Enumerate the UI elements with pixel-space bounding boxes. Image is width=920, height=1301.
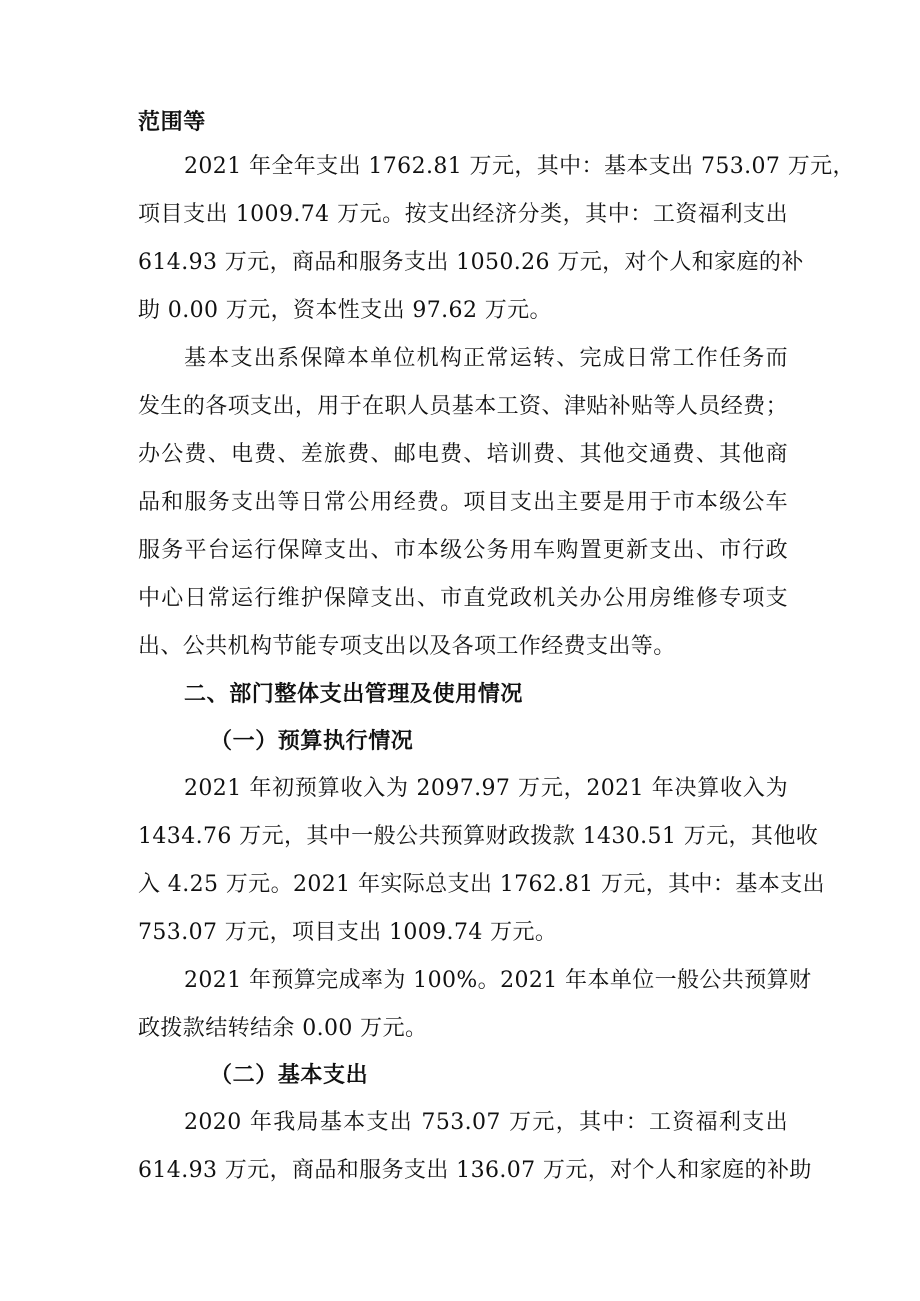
paragraph-line: 入 4.25 万元。2021 年实际总支出 1762.81 万元，其中：基本支出	[138, 872, 825, 897]
paragraph-line: 1434.76 万元，其中一般公共预算财政拨款 1430.51 万元，其他收	[138, 824, 819, 849]
paragraph-line: 品和服务支出等日常公用经费。项目支出主要是用于市本级公车	[138, 490, 788, 515]
paragraph-line: 614.93 万元，商品和服务支出 1050.26 万元，对个人和家庭的补	[138, 250, 804, 275]
paragraph-line: 753.07 万元，项目支出 1009.74 万元。	[138, 920, 558, 945]
paragraph-line: 助 0.00 万元，资本性支出 97.62 万元。	[138, 298, 552, 323]
paragraph-line: 2021 年全年支出 1762.81 万元，其中：基本支出 753.07 万元，	[184, 154, 855, 179]
paragraph-line: 基本支出系保障本单位机构正常运转、完成日常工作任务而	[184, 346, 788, 371]
paragraph-line: 2021 年预算完成率为 100%。2021 年本单位一般公共预算财	[184, 968, 812, 993]
paragraph-line: 出、公共机构节能专项支出以及各项工作经费支出等。	[138, 634, 676, 659]
paragraph-line: 办公费、电费、差旅费、邮电费、培训费、其他交通费、其他商	[138, 442, 788, 467]
paragraph-line: 服务平台运行保障支出、市本级公务用车购置更新支出、市行政	[138, 538, 788, 563]
paragraph-line: 项目支出 1009.74 万元。按支出经济分类，其中：工资福利支出	[138, 202, 788, 227]
subsection-heading: （二）基本支出	[210, 1063, 369, 1088]
paragraph-line: 614.93 万元，商品和服务支出 136.07 万元，对个人和家庭的补助	[138, 1158, 812, 1183]
section-heading: 二、部门整体支出管理及使用情况	[184, 682, 524, 707]
section-heading-continued: 范围等	[138, 110, 206, 135]
paragraph-line: 中心日常运行维护保障支出、市直党政机关办公用房维修专项支	[138, 586, 788, 611]
subsection-heading: （一）预算执行情况	[210, 729, 414, 754]
paragraph-line: 政拨款结转结余 0.00 万元。	[138, 1016, 428, 1041]
paragraph-line: 2021 年初预算收入为 2097.97 万元，2021 年决算收入为	[184, 776, 788, 801]
paragraph-line: 2020 年我局基本支出 753.07 万元，其中：工资福利支出	[184, 1110, 788, 1135]
paragraph-line: 发生的各项支出，用于在职人员基本工资、津贴补贴等人员经费；	[138, 394, 788, 419]
